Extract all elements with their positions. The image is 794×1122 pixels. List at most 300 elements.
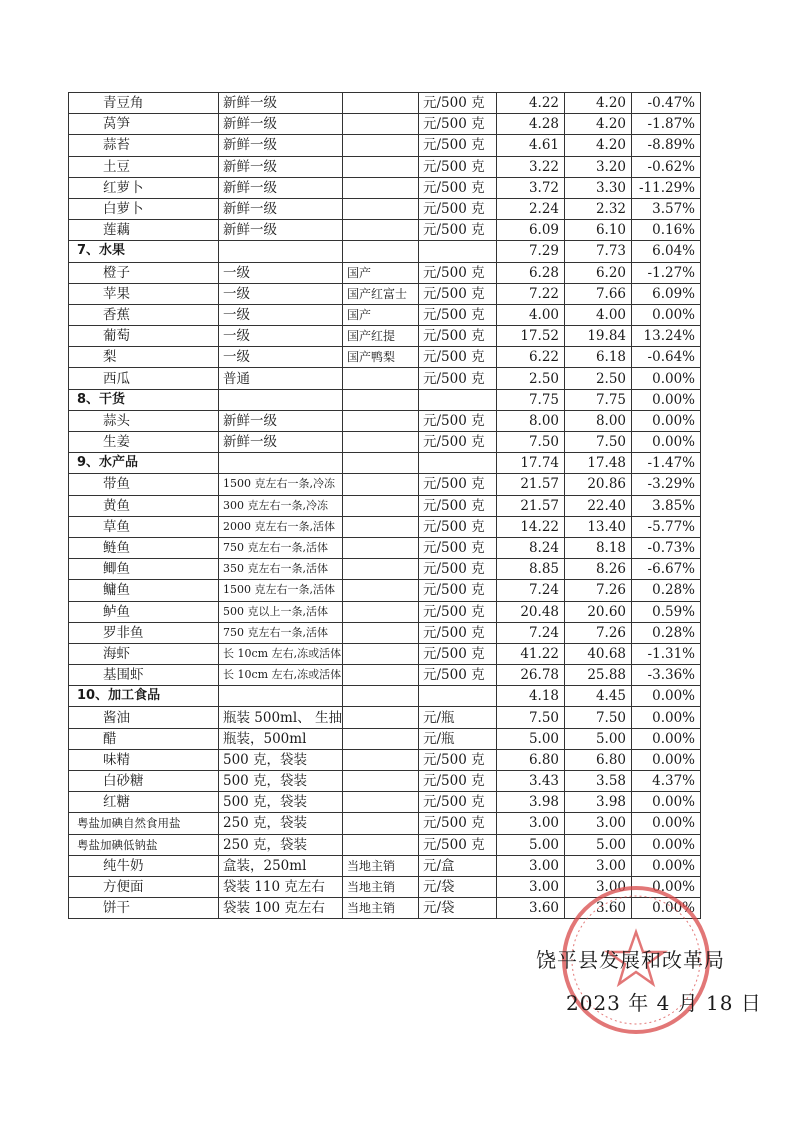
current-price-cell: 6.10 [565,220,632,241]
change-rate-cell: 0.00% [632,898,701,919]
unit-cell: 元/500 克 [419,326,497,347]
table-row [69,813,701,834]
table-row [69,326,701,347]
spec-cell: 盒装，250ml [219,855,343,876]
previous-price-cell: 3.98 [497,792,565,813]
spec-cell: 新鲜一级 [219,410,343,431]
current-price-cell: 8.26 [565,559,632,580]
previous-price-cell: 7.50 [497,707,565,728]
item-name-cell: 莲藕 [69,220,219,241]
change-rate-cell: 0.59% [632,601,701,622]
unit-cell: 元/500 克 [419,474,497,495]
origin-cell [343,93,419,114]
table-row [69,347,701,368]
unit-cell: 元/500 克 [419,601,497,622]
origin-cell [343,792,419,813]
spec-cell [219,241,343,262]
previous-price-cell: 3.43 [497,771,565,792]
current-price-cell: 20.60 [565,601,632,622]
unit-cell: 元/袋 [419,876,497,897]
origin-cell: 当地主销 [343,876,419,897]
current-price-cell: 17.48 [565,453,632,474]
unit-cell: 元/袋 [419,898,497,919]
origin-cell [343,410,419,431]
spec-cell: 一级 [219,262,343,283]
origin-cell: 国产 [343,304,419,325]
previous-price-cell: 4.28 [497,114,565,135]
origin-cell [343,665,419,686]
unit-cell [419,453,497,474]
table-row [69,622,701,643]
previous-price-cell: 4.18 [497,686,565,707]
change-rate-cell: 6.04% [632,241,701,262]
change-rate-cell: 0.28% [632,622,701,643]
table-row [69,728,701,749]
current-price-cell: 3.00 [565,813,632,834]
previous-price-cell: 4.22 [497,93,565,114]
current-price-cell: 7.75 [565,389,632,410]
unit-cell [419,686,497,707]
current-price-cell: 4.00 [565,304,632,325]
table-row [69,665,701,686]
table-row [69,474,701,495]
unit-cell: 元/500 克 [419,432,497,453]
origin-cell [343,643,419,664]
origin-cell [343,834,419,855]
unit-cell: 元/500 克 [419,559,497,580]
unit-cell: 元/500 克 [419,516,497,537]
current-price-cell: 7.66 [565,283,632,304]
change-rate-cell: -11.29% [632,177,701,198]
table-row [69,749,701,770]
origin-cell [343,707,419,728]
origin-cell [343,495,419,516]
origin-cell [343,453,419,474]
issuer-name: 饶平县发展和改革局 [536,948,725,972]
origin-cell [343,198,419,219]
item-name-cell: 鲢鱼 [69,537,219,558]
spec-cell: 瓶装 500ml、 生抽 [219,707,343,728]
unit-cell: 元/500 克 [419,495,497,516]
spec-cell: 750 克左右一条,活体 [219,537,343,558]
origin-cell [343,559,419,580]
change-rate-cell: -6.67% [632,559,701,580]
unit-cell: 元/500 克 [419,622,497,643]
change-rate-cell: 0.00% [632,792,701,813]
origin-cell [343,749,419,770]
unit-cell: 元/500 克 [419,262,497,283]
origin-cell [343,728,419,749]
change-rate-cell: 0.00% [632,813,701,834]
item-name-cell: 橙子 [69,262,219,283]
previous-price-cell: 7.75 [497,389,565,410]
current-price-cell: 2.32 [565,198,632,219]
origin-cell [343,368,419,389]
spec-cell: 瓶装，500ml [219,728,343,749]
change-rate-cell: 0.16% [632,220,701,241]
spec-cell: 新鲜一级 [219,93,343,114]
current-price-cell: 7.50 [565,707,632,728]
item-name-cell: 鳙鱼 [69,580,219,601]
spec-cell: 一级 [219,326,343,347]
previous-price-cell: 3.00 [497,876,565,897]
origin-cell [343,114,419,135]
previous-price-cell: 6.28 [497,262,565,283]
unit-cell: 元/500 克 [419,220,497,241]
item-name-cell: 基围虾 [69,665,219,686]
spec-cell: 一级 [219,347,343,368]
current-price-cell: 3.60 [565,898,632,919]
table-row [69,368,701,389]
item-name-cell: 7、水果 [69,241,219,262]
change-rate-cell: -0.62% [632,156,701,177]
unit-cell: 元/500 克 [419,304,497,325]
previous-price-cell: 14.22 [497,516,565,537]
table-row [69,834,701,855]
origin-cell [343,135,419,156]
previous-price-cell: 17.74 [497,453,565,474]
change-rate-cell: 0.28% [632,580,701,601]
table-row [69,156,701,177]
change-rate-cell: 0.00% [632,368,701,389]
spec-cell: 新鲜一级 [219,198,343,219]
table-row [69,114,701,135]
item-name-cell: 蒜苔 [69,135,219,156]
change-rate-cell: 0.00% [632,410,701,431]
spec-cell: 300 克左右一条,冷冻 [219,495,343,516]
current-price-cell: 3.00 [565,876,632,897]
item-name-cell: 饼干 [69,898,219,919]
item-name-cell: 蒜头 [69,410,219,431]
spec-cell: 长 10cm 左右,冻或活体 [219,665,343,686]
current-price-cell: 7.26 [565,622,632,643]
previous-price-cell: 7.22 [497,283,565,304]
previous-price-cell: 3.60 [497,898,565,919]
origin-cell [343,389,419,410]
item-name-cell: 鲫鱼 [69,559,219,580]
change-rate-cell: 0.00% [632,686,701,707]
unit-cell: 元/500 克 [419,347,497,368]
origin-cell [343,220,419,241]
spec-cell: 新鲜一级 [219,114,343,135]
change-rate-cell: 0.00% [632,304,701,325]
previous-price-cell: 6.22 [497,347,565,368]
unit-cell: 元/瓶 [419,728,497,749]
origin-cell: 国产 [343,262,419,283]
change-rate-cell: -3.36% [632,665,701,686]
origin-cell [343,474,419,495]
current-price-cell: 6.18 [565,347,632,368]
unit-cell: 元/500 克 [419,792,497,813]
current-price-cell: 8.00 [565,410,632,431]
unit-cell: 元/500 克 [419,283,497,304]
table-row [69,262,701,283]
current-price-cell: 25.88 [565,665,632,686]
spec-cell: 2000 克左右一条,活体 [219,516,343,537]
table-row [69,771,701,792]
item-name-cell: 8、干货 [69,389,219,410]
previous-price-cell: 3.72 [497,177,565,198]
current-price-cell: 5.00 [565,834,632,855]
spec-cell: 长 10cm 左右,冻或活体 [219,643,343,664]
spec-cell: 袋装 100 克左右 [219,898,343,919]
change-rate-cell: -0.73% [632,537,701,558]
change-rate-cell: -0.64% [632,347,701,368]
item-name-cell: 草鱼 [69,516,219,537]
current-price-cell: 3.58 [565,771,632,792]
table-row [69,410,701,431]
previous-price-cell: 41.22 [497,643,565,664]
previous-price-cell: 7.24 [497,580,565,601]
price-table-body [69,93,701,919]
spec-cell: 1500 克左右一条,活体 [219,580,343,601]
current-price-cell: 4.20 [565,135,632,156]
origin-cell: 国产鸭梨 [343,347,419,368]
current-price-cell: 7.73 [565,241,632,262]
unit-cell: 元/500 克 [419,813,497,834]
table-row [69,432,701,453]
spec-cell: 新鲜一级 [219,135,343,156]
unit-cell: 元/500 克 [419,771,497,792]
previous-price-cell: 8.85 [497,559,565,580]
change-rate-cell: -3.29% [632,474,701,495]
item-name-cell: 青豆角 [69,93,219,114]
change-rate-cell: 0.00% [632,749,701,770]
unit-cell: 元/盒 [419,855,497,876]
current-price-cell: 6.80 [565,749,632,770]
unit-cell: 元/500 克 [419,114,497,135]
item-name-cell: 粤盐加碘自然食用盐 [69,813,219,834]
item-name-cell: 带鱼 [69,474,219,495]
price-table [68,92,701,919]
spec-cell: 500 克，袋装 [219,792,343,813]
table-row [69,93,701,114]
item-name-cell: 苹果 [69,283,219,304]
origin-cell [343,177,419,198]
table-row [69,601,701,622]
spec-cell: 250 克，袋装 [219,834,343,855]
spec-cell: 1500 克左右一条,冷冻 [219,474,343,495]
previous-price-cell: 21.57 [497,474,565,495]
unit-cell [419,241,497,262]
change-rate-cell: 0.00% [632,834,701,855]
table-row [69,135,701,156]
unit-cell: 元/500 克 [419,410,497,431]
unit-cell: 元/500 克 [419,749,497,770]
current-price-cell: 3.00 [565,855,632,876]
previous-price-cell: 17.52 [497,326,565,347]
change-rate-cell: -1.47% [632,453,701,474]
spec-cell: 一级 [219,304,343,325]
table-row [69,580,701,601]
previous-price-cell: 21.57 [497,495,565,516]
previous-price-cell: 5.00 [497,834,565,855]
origin-cell [343,813,419,834]
change-rate-cell: -1.87% [632,114,701,135]
unit-cell: 元/500 克 [419,643,497,664]
spec-cell: 新鲜一级 [219,177,343,198]
table-row [69,220,701,241]
item-name-cell: 方便面 [69,876,219,897]
table-row [69,855,701,876]
origin-cell [343,516,419,537]
current-price-cell: 13.40 [565,516,632,537]
previous-price-cell: 26.78 [497,665,565,686]
change-rate-cell: -0.47% [632,93,701,114]
change-rate-cell: -1.27% [632,262,701,283]
current-price-cell: 8.18 [565,537,632,558]
change-rate-cell: 3.85% [632,495,701,516]
change-rate-cell: 13.24% [632,326,701,347]
current-price-cell: 4.45 [565,686,632,707]
unit-cell: 元/瓶 [419,707,497,728]
previous-price-cell: 8.24 [497,537,565,558]
item-name-cell: 白砂糖 [69,771,219,792]
current-price-cell: 22.40 [565,495,632,516]
previous-price-cell: 7.24 [497,622,565,643]
previous-price-cell: 2.24 [497,198,565,219]
item-name-cell: 红糖 [69,792,219,813]
category-row [69,241,701,262]
change-rate-cell: 0.00% [632,728,701,749]
current-price-cell: 2.50 [565,368,632,389]
current-price-cell: 3.20 [565,156,632,177]
change-rate-cell: 0.00% [632,855,701,876]
spec-cell: 普通 [219,368,343,389]
spec-cell: 新鲜一级 [219,220,343,241]
spec-cell: 新鲜一级 [219,432,343,453]
item-name-cell: 醋 [69,728,219,749]
origin-cell [343,432,419,453]
item-name-cell: 西瓜 [69,368,219,389]
category-row [69,453,701,474]
spec-cell: 新鲜一级 [219,156,343,177]
origin-cell: 国产红提 [343,326,419,347]
item-name-cell: 白萝卜 [69,198,219,219]
table-row [69,516,701,537]
item-name-cell: 酱油 [69,707,219,728]
spec-cell: 500 克，袋装 [219,771,343,792]
previous-price-cell: 4.61 [497,135,565,156]
spec-cell [219,686,343,707]
unit-cell: 元/500 克 [419,834,497,855]
category-row [69,686,701,707]
item-name-cell: 鲈鱼 [69,601,219,622]
unit-cell: 元/500 克 [419,93,497,114]
origin-cell [343,241,419,262]
origin-cell [343,686,419,707]
origin-cell: 国产红富士 [343,283,419,304]
origin-cell [343,622,419,643]
item-name-cell: 生姜 [69,432,219,453]
current-price-cell: 7.50 [565,432,632,453]
origin-cell [343,156,419,177]
current-price-cell: 20.86 [565,474,632,495]
table-row [69,537,701,558]
spec-cell: 一级 [219,283,343,304]
current-price-cell: 3.30 [565,177,632,198]
unit-cell: 元/500 克 [419,537,497,558]
table-row [69,643,701,664]
item-name-cell: 莴笋 [69,114,219,135]
previous-price-cell: 7.50 [497,432,565,453]
change-rate-cell: 0.00% [632,389,701,410]
item-name-cell: 土豆 [69,156,219,177]
current-price-cell: 7.26 [565,580,632,601]
unit-cell: 元/500 克 [419,177,497,198]
unit-cell: 元/500 克 [419,368,497,389]
origin-cell: 当地主销 [343,855,419,876]
unit-cell: 元/500 克 [419,580,497,601]
table-row [69,792,701,813]
change-rate-cell: 0.00% [632,707,701,728]
previous-price-cell: 6.80 [497,749,565,770]
change-rate-cell: -1.31% [632,643,701,664]
change-rate-cell: -8.89% [632,135,701,156]
table-row [69,177,701,198]
change-rate-cell: 6.09% [632,283,701,304]
current-price-cell: 3.98 [565,792,632,813]
previous-price-cell: 3.00 [497,813,565,834]
current-price-cell: 5.00 [565,728,632,749]
unit-cell: 元/500 克 [419,135,497,156]
spec-cell: 350 克左右一条,活体 [219,559,343,580]
table-row [69,198,701,219]
previous-price-cell: 2.50 [497,368,565,389]
category-row [69,389,701,410]
spec-cell: 500 克，袋装 [219,749,343,770]
previous-price-cell: 6.09 [497,220,565,241]
unit-cell [419,389,497,410]
item-name-cell: 梨 [69,347,219,368]
table-row [69,304,701,325]
spec-cell: 500 克以上一条,活体 [219,601,343,622]
item-name-cell: 黄鱼 [69,495,219,516]
issue-date: 2023 年 4 月 18 日 [566,991,762,1015]
previous-price-cell: 3.22 [497,156,565,177]
origin-cell: 当地主销 [343,898,419,919]
change-rate-cell: 0.00% [632,876,701,897]
spec-cell: 250 克，袋装 [219,813,343,834]
current-price-cell: 6.20 [565,262,632,283]
current-price-cell: 40.68 [565,643,632,664]
table-row [69,559,701,580]
previous-price-cell: 3.00 [497,855,565,876]
origin-cell [343,771,419,792]
item-name-cell: 纯牛奶 [69,855,219,876]
item-name-cell: 味精 [69,749,219,770]
previous-price-cell: 7.29 [497,241,565,262]
current-price-cell: 4.20 [565,114,632,135]
item-name-cell: 香蕉 [69,304,219,325]
spec-cell [219,453,343,474]
item-name-cell: 红萝卜 [69,177,219,198]
change-rate-cell: 0.00% [632,432,701,453]
current-price-cell: 4.20 [565,93,632,114]
item-name-cell: 罗非鱼 [69,622,219,643]
current-price-cell: 19.84 [565,326,632,347]
origin-cell [343,601,419,622]
spec-cell: 袋装 110 克左右 [219,876,343,897]
previous-price-cell: 8.00 [497,410,565,431]
item-name-cell: 粤盐加碘低钠盐 [69,834,219,855]
change-rate-cell: -5.77% [632,516,701,537]
table-row [69,495,701,516]
previous-price-cell: 20.48 [497,601,565,622]
origin-cell [343,537,419,558]
unit-cell: 元/500 克 [419,156,497,177]
unit-cell: 元/500 克 [419,198,497,219]
